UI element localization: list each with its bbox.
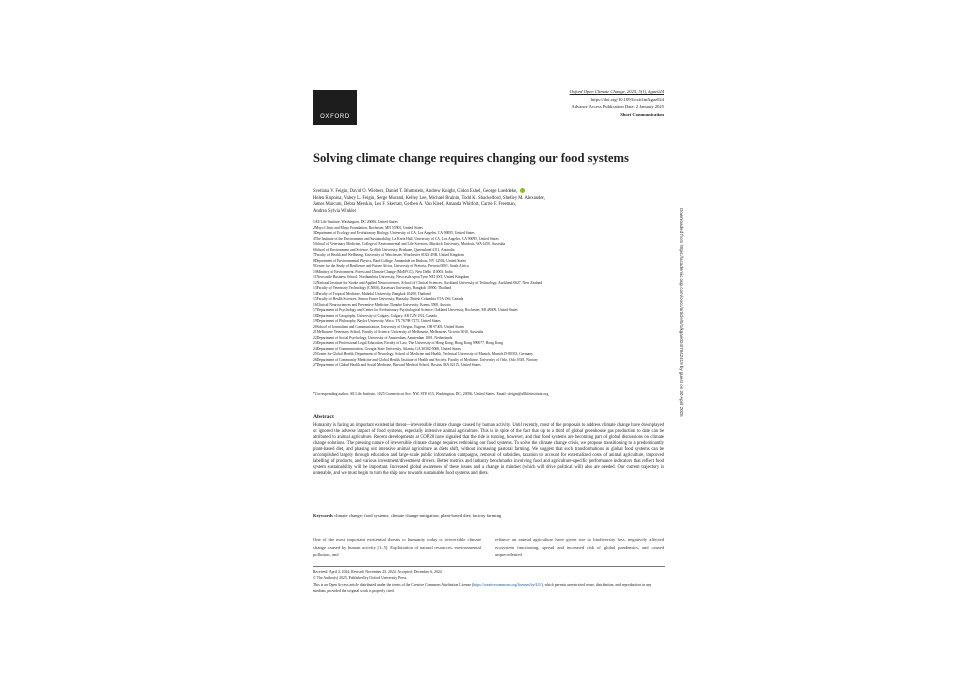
affiliation-item: 10Ministry of Environment, Forest and Climate Change (MoEFCC), New Delhi 110003, India [313,269,453,274]
copyright: © The Author(s) 2025. Published by Oxford University Press. [313,576,408,581]
affiliation-item: 16Clinical Neurosciences and Preventive Medicine, Danube University, Krems 3500, Austria [313,302,451,307]
affiliation-item: 18Department of Geography, University of Calgary, Calgary, AB T2N 1N4, Canada [313,313,437,318]
affiliation-item: 27Department of Global Health and Social Medicine, Harvard Medical School, Boston, MA 02115, United States [313,363,481,368]
affiliation-list [313,220,665,369]
affiliation-item: 3Department of Ecology and Evolutionary Biology, University of CA, Los Angeles, CA 90095, United States [313,231,475,236]
affiliation-item: 20School of Journalism and Communication, University of Oregon, Eugene, OR 97403, United States [313,324,464,329]
body-column-left: One of the most important existential threats to humanity today is irreversible climate change caused by human activity [1–5]. Exploitation of natural resources, environmental pollution, and [313,537,481,558]
download-watermark [679,208,685,468]
affiliation-item: 1All Life Institute, Washington, DC 20006, United States [313,220,398,224]
license-link[interactable]: https://creativecommons.org/licenses/by/4.0/ [473,582,542,587]
footer-divider [313,566,665,567]
journal-citation[interactable]: Oxford Open Climate Change, 2025, 5(1), kgae024 [569,89,664,94]
affiliation-item: 19Department of Philosophy, Baylor University, Waco, TX 76798-7273, United States [313,319,441,324]
affiliation-item: 21Melbourne Veterinary School, Faculty of Science, University of Melbourne, Melbourne, Victoria 3010, Australia [313,330,484,335]
advance-access-date: Advance Access Publication Date: 2 January 2025 [571,104,664,110]
body-column-right: reliance on animal agriculture have given rise to biodiversity loss, negatively affected ecosystem functioning, spread and increased risk of global pandemics, and caused unprecedented [495,537,664,558]
download-notice: Downloaded from https://academic.oup.com/oocc/article/5/1/kgae024/7942419 by guest on 30 April 2025 [679,208,684,417]
article-type: Short Communication [620,111,664,117]
footer [313,569,665,594]
keywords [313,513,501,518]
publisher-name: OXFORD [320,114,350,120]
keywords-label: Keywords [313,513,333,518]
article-title: Solving climate change requires changing our food systems [313,151,629,165]
affiliation-item: 2Mayo Clinic and Mayo Foundation, Rochester, MN 55905, United States [313,225,423,230]
affiliation-item: 13Faculty of Veterinary Technology (CNRS), Kasetsart University, Bangkok 10900, Thailand [313,286,452,291]
corresponding-author: *Corresponding author. All Life Institute, 1025 Connecticut Ave. NW, STE 615, Washington, DC, 20036, United States. Email: sfeigin@alllifeinstitute.org [313,392,549,396]
license-text: This is an Open Access article distributed under the terms of the Creative Commons Attribution License (https://creativecommons.org/licenses/by/4.0/), which permits unrestricted reuse, distribution, and reproduction in any medium, provided the original work is properly cited. [313,582,652,593]
author-line: James Marcum, Debra Merskin, Les F. Skerratt, Gerben A. Van Kleef, Amanda Whitfort, Carrie F. Freeman, [313,202,516,208]
affiliation-item: 12National Institute for Stroke and Applied Neurosciences, School of Clinical Sciences, Auckland University of Technology, Auckland 0627, New Zealand [313,280,543,285]
article-dates: Received: April 3, 2024. Revised: November 25, 2024. Accepted: December 6, 2024 [313,570,442,574]
affiliation-item: 9Centre for the Study of Resilience and Future Africa, University of Pretoria, Pretoria 0001, South Africa [313,264,469,269]
affiliation-item: 23Department of Professional Legal Education, Faculty of Law, The University of Hong Kong, Hong Kong 999077, Hong Kong [313,341,504,346]
orcid-icon[interactable] [520,188,525,193]
keywords-text: climate change; food systems; climate change mitigation; plant-based diet; factory farming [334,513,502,518]
affiliation-item: 14Faculty of Tropical Medicine, Mahidol University, Bangkok 10400, Thailand [313,291,431,296]
doi-link[interactable]: https://doi.org/10.1093/oxfclm/kgae024 [590,96,664,102]
abstract-heading: Abstract [313,414,334,420]
author-line: Helen Kopnina, Valery L. Feigin, Serge Morand, Kelley Lee, Michael Brainin, Todd K. Shackelford, Shelley M. Alexander, [313,195,545,201]
affiliation-item: 6School of Environment and Science, Griffith University, Brisbane, Queensland 4111, Australia [313,247,455,252]
journal-info [570,88,664,118]
author-list [313,188,665,216]
oxford-logo [313,90,357,125]
author-line: Andrea Sylvia Winkler [313,209,357,215]
affiliation-item: 25Center for Global Health, Department of Neurology, School of Medicine and Health, Technical University of Munich, Munich D-80333, Germany [313,352,533,357]
affiliation-item: 5School of Veterinary Medicine, College of Environmental and Life Sciences, Murdoch University, Murdoch, WA 6150, Australia [313,242,506,247]
affiliation-item: 22Department of Social Psychology, University of Amsterdam, Amsterdam 1001, Netherlands [313,335,453,340]
affiliation-item: 8Department of Environmental Physics, Bard College, Annandale on Hudson, NY 12504, United States [313,258,467,263]
author-line: Svetlana V. Feigin, David O. Wiebers, Daniel T. Blumstein, Andrew Knight, Gidon Eshel, George Lueddeke, [313,189,518,194]
affiliation-item: 24Department of Communication, Georgia State University, Atlanta, GA 30302-5060, United States [313,346,461,351]
affiliation-item: 26Department of Community Medicine and Global Health, Institute of Health and Society, Faculty of Medicine, University of Oslo, Oslo 0318, Norway [313,357,538,362]
abstract-text: Humanity is facing an important existential threat—irreversible climate change caused by human activity. Until recently, most of the proposals to address climate change have downplayed or ignored the adverse impact of food systems, especially intensive animal agriculture. This is in spite of the fact that up to a third of global greenhouse gas production to date can be attributed to animal agriculture. Recent developments at COP28 have signaled that the tide is turning, however, and that food systems are becoming part of global discussions on climate change solutions. The pressing nature of irreversible climate change requires rethinking our food systems. To solve the climate change crisis, we propose transitioning to a predominantly plant-based diet, and phasing out intensive animal agriculture as diets shift, without increasing pastoral farming. We suggest that such transformations in global food systems can be accomplished largely through education and large-scale public information campaigns, removal of subsidies, taxation to account for externalized costs of animal agriculture, improved labelling of products, and various investment/divestment drivers. Better metrics and industry benchmarks involving food and agriculture-specific performance indicators that reflect food system sustainability will be important. Increased global awareness of these issues and a change in mindset (which will drive political will) also are needed. Our current trajectory is untenable, and we must begin to turn the ship now towards sustainable food systems and diets. [313,423,664,477]
affiliation-item: 7Faculty of Health and Wellbeing, University of Winchester, Winchester SO22 4NR, United Kingdom [313,253,464,258]
affiliation-item: 11Newcastle Business School, Northumbria University, Newcastle upon Tyne NE1 8ST, United Kingdom [313,275,470,280]
affiliation-item: 4The Institute of the Environment and Sustainability, La Kretz Hall, University of CA, Los Angeles, CA 90095, United States [313,236,499,241]
affiliation-item: 17Department of Psychology and Center for Evolutionary Psychological Science, Oakland University, Rochester, MI 48309, United States [313,308,518,313]
affiliation-item: 15Faculty of Health Sciences, Simon Fraser University, Burnaby, British Columbia V5A 1S6, Canada [313,297,464,302]
